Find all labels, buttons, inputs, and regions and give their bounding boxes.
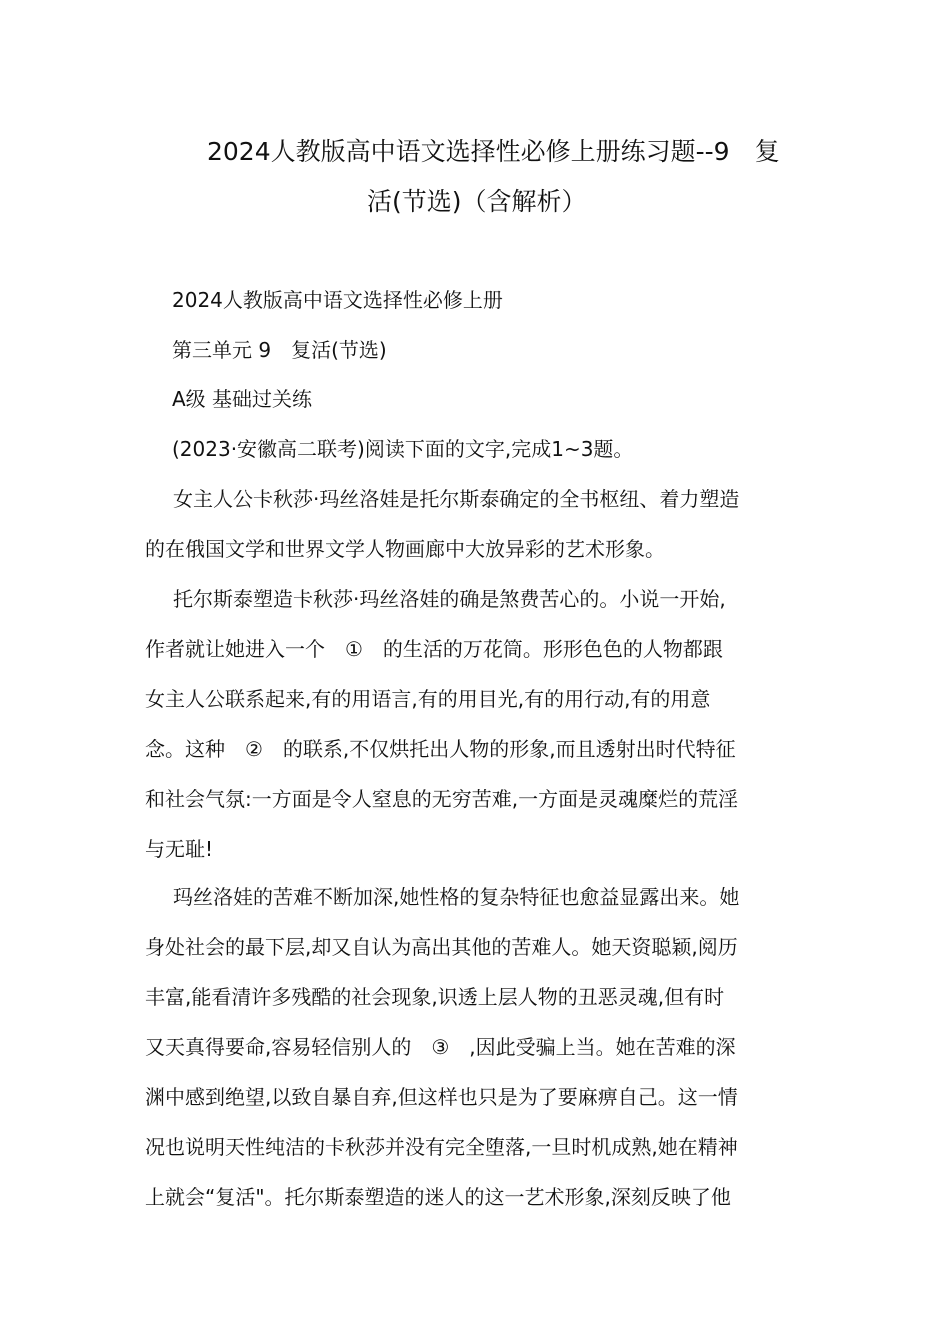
paragraph-line: 况也说明天性纯洁的卡秋莎并没有完全堕落,一旦时机成熟,她在精神 [145, 1135, 738, 1159]
paragraph-1 [145, 474, 807, 574]
paragraph-line: 的在俄国文学和世界文学人物画廊中大放异彩的艺术形象。 [145, 537, 665, 561]
document-title [145, 127, 805, 227]
title-line-2: 活(节选)（含解析） [367, 187, 587, 216]
paragraph-line: 又天真得要命,容易轻信别人的 ③ ,因此受骗上当。她在苦难的深 [145, 1035, 736, 1059]
paragraph-2 [145, 574, 807, 874]
paragraph-line: 上就会“复活"。托尔斯泰塑造的迷人的这一艺术形象,深刻反映了他 [145, 1185, 731, 1209]
paragraph-line: 丰富,能看清许多残酷的社会现象,识透上层人物的丑恶灵魂,但有时 [145, 985, 725, 1009]
paragraph-line: 作者就让她进入一个 ① 的生活的万花筒。形形色色的人物都跟 [145, 637, 723, 661]
title-line-1: 2024人教版高中语文选择性必修上册练习题--9 复 [207, 137, 780, 166]
paragraph-line: 身处社会的最下层,却又自认为高出其他的苦难人。她天资聪颖,阅历 [145, 935, 738, 959]
paragraph-line: 和社会气氛:一方面是令人窒息的无穷苦难,一方面是灵魂糜烂的荒淫 [145, 787, 739, 811]
unit-heading: 第三单元 9 复活(节选) [172, 338, 387, 362]
paragraph-line: 渊中感到绝望,以致自暴自弃,但这样也只是为了要麻痹自己。这一情 [145, 1085, 738, 1109]
paragraph-line: 与无耻! [145, 837, 214, 861]
reading-instruction: (2023·安徽高二联考)阅读下面的文字,完成1~3题。 [172, 437, 634, 461]
paragraph-line: 托尔斯泰塑造卡秋莎·玛丝洛娃的确是煞费苦心的。小说一开始, [173, 587, 726, 611]
textbook-name: 2024人教版高中语文选择性必修上册 [172, 288, 503, 312]
paragraph-line: 女主人公卡秋莎·玛丝洛娃是托尔斯泰确定的全书枢纽、着力塑造 [173, 487, 740, 511]
paragraph-3 [145, 872, 807, 1222]
paragraph-line: 女主人公联系起来,有的用语言,有的用目光,有的用行动,有的用意 [145, 687, 711, 711]
paragraph-line: 念。这种 ② 的联系,不仅烘托出人物的形象,而且透射出时代特征 [145, 737, 736, 761]
level-heading: A级 基础过关练 [172, 387, 313, 411]
paragraph-line: 玛丝洛娃的苦难不断加深,她性格的复杂特征也愈益显露出来。她 [173, 885, 740, 909]
